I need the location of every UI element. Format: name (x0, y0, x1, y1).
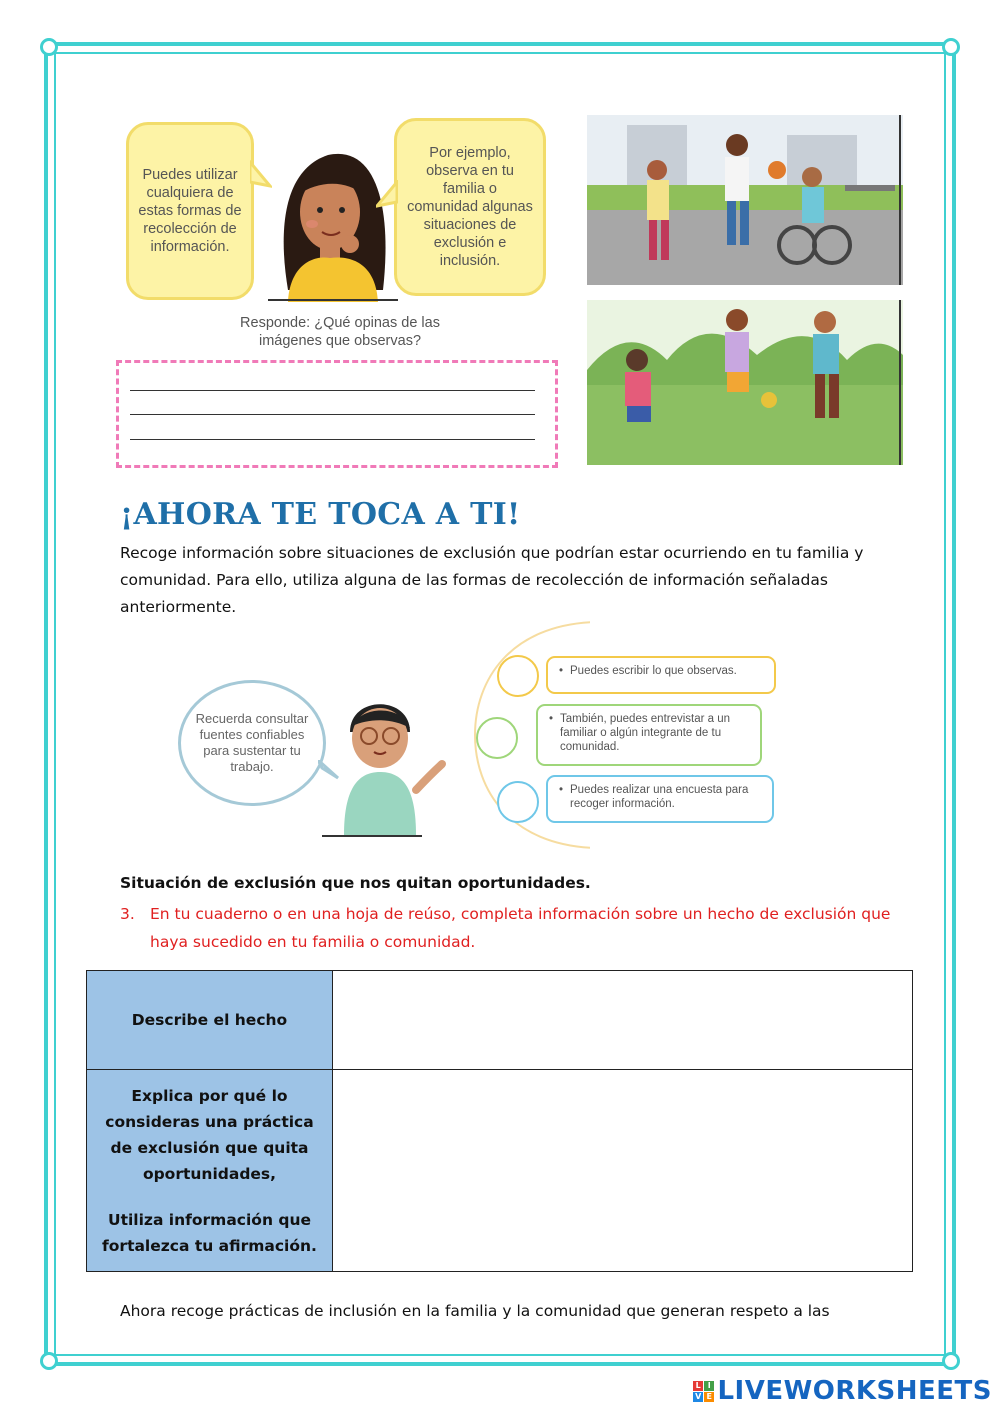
explain-label-text-a: Explica por qué lo consideras una práctica de exclusión que quita oportunidades, (105, 1086, 314, 1183)
question-text: En tu cuaderno o en una hoja de reúso, completa información sobre un hecho de exclusión que haya sucedido en tu familia o comunidad. (150, 905, 891, 951)
speech-bubble-right-text: Por ejemplo, observa en tu familia o comunidad algunas situaciones de exclusión e inclusión. (407, 145, 533, 269)
step-circle (476, 717, 518, 759)
bubble-tail-icon (376, 180, 398, 210)
brand-name: LIVEWORKSHEETS (717, 1376, 992, 1406)
respond-prompt: Responde: ¿Qué opinas de las imágenes que observas? (240, 315, 440, 349)
question-number: 3. (120, 905, 135, 923)
reminder-text: Recuerda consultar fuentes confiables para sustentar tu trabajo. (195, 711, 309, 774)
footer-text: Ahora recoge prácticas de inclusión en la familia y la comunidad que generan respeto a las (120, 1302, 830, 1320)
step-interview-text: También, puedes entrevistar a un familiar o algún integrante de tu comunidad. (560, 713, 731, 753)
exclusion-subtitle: Situación de exclusión que nos quitan oportunidades. (120, 874, 591, 892)
brand-logo-letter: E (704, 1392, 714, 1402)
question-3 (120, 900, 930, 956)
step-circle (497, 781, 539, 823)
frame-corner (942, 38, 960, 56)
step-interview (536, 704, 762, 766)
section-title: ¡AHORA TE TOCA A TI! (120, 497, 521, 532)
boy-illustration (322, 690, 452, 840)
explain-label (87, 1070, 333, 1272)
describe-label-text: Describe el hecho (131, 1011, 288, 1029)
step-write (546, 656, 776, 694)
frame-corner (40, 1352, 58, 1370)
explain-answer-cell[interactable] (333, 1070, 913, 1272)
table-row (87, 971, 913, 1070)
reminder-bubble (178, 680, 326, 806)
scene-playing-basketball-illustration (587, 115, 903, 285)
liveworksheets-logo (693, 1376, 992, 1406)
speech-bubble-left (126, 122, 254, 300)
describe-label (87, 971, 333, 1070)
brand-logo-icon (693, 1381, 714, 1402)
step-write-text: Puedes escribir lo que observas. (570, 665, 737, 677)
scene-excluded-child-illustration (587, 300, 903, 465)
intro-paragraph: Recoge información sobre situaciones de exclusión que podrían estar ocurriendo en tu familia y comunidad. Para ello, utiliza alguna de las formas de recolección de información señaladas anteriormente. (120, 544, 864, 616)
explain-label-text-b: Utiliza información que fortalezca tu afirmación. (102, 1210, 317, 1255)
step-survey-text: Puedes realizar una encuesta para recoger información. (570, 784, 749, 810)
answer-line[interactable] (130, 439, 535, 440)
brand-logo-letter: L (693, 1381, 703, 1391)
frame-corner (40, 38, 58, 56)
exclusion-table (86, 970, 913, 1272)
speech-bubble-right (394, 118, 546, 296)
brand-logo-letter: I (704, 1381, 714, 1391)
step-circle (497, 655, 539, 697)
answer-line[interactable] (130, 414, 535, 415)
frame-corner (942, 1352, 960, 1370)
brand-logo-letter: V (695, 1391, 702, 1401)
table-row (87, 1070, 913, 1272)
girl-thinking-illustration (268, 140, 398, 302)
speech-bubble-left-text: Puedes utilizar cualquiera de estas formas de recolección de información. (138, 167, 242, 255)
step-survey (546, 775, 774, 823)
describe-answer-cell[interactable] (333, 971, 913, 1070)
answer-line[interactable] (130, 390, 535, 391)
